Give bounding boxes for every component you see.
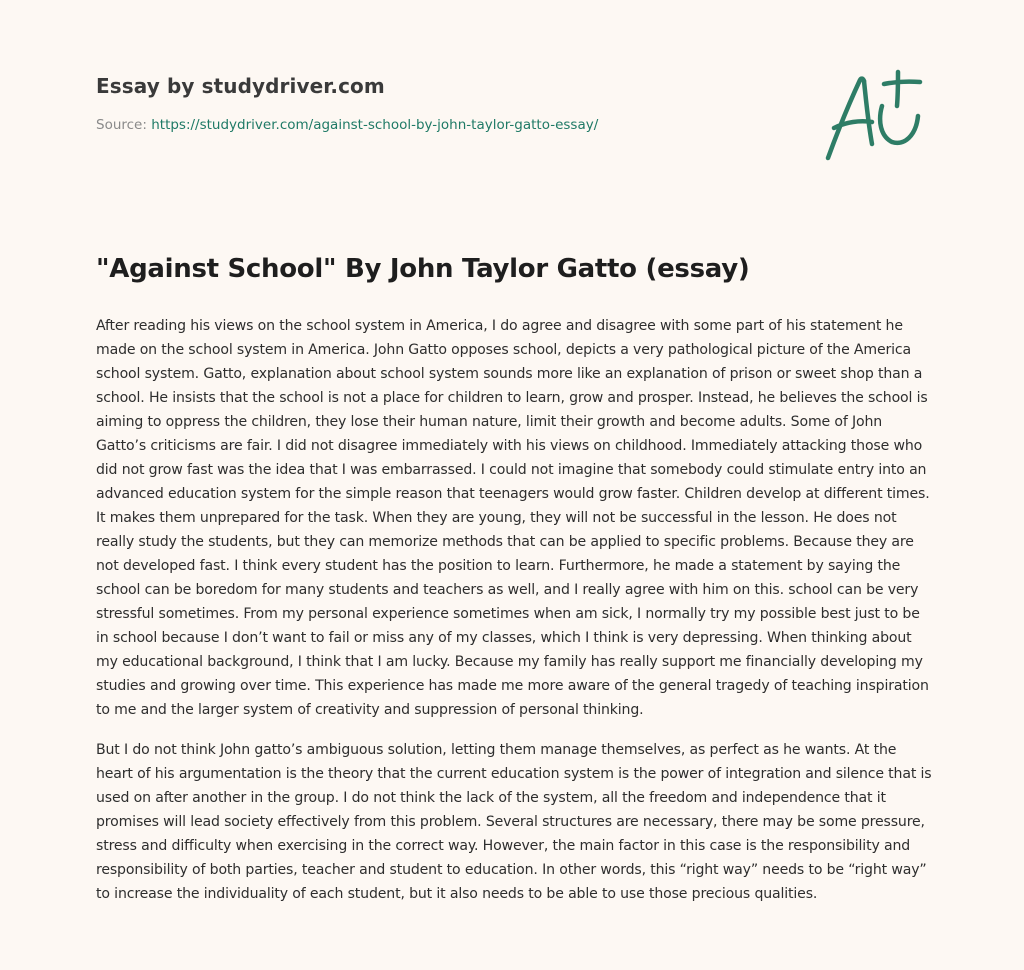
essay-body (96, 314, 934, 922)
essay-paragraph: But I do not think John gatto’s ambiguous solution, letting them manage themselves, as perfect as he wants. At the heart of his argumentation is the theory that the current education system is the power of integration and silence that is used on after another in the group. I do not think the lack of the system, all the freedom and independence that it promises will lead society effectively from this problem. Several structures are necessary, there may be some pressure, stress and difficulty when exercising in the correct way. However, the main factor in this case is the responsibility and responsibility of both parties, teacher and student to education. In other words, this “right way” needs to be “right way” to increase the individuality of each student, but it also needs to be able to use those precious qualities. (96, 742, 932, 902)
source-line (96, 117, 796, 133)
site-title: Essay by studydriver.com (96, 74, 385, 98)
source-label: Source: (96, 117, 152, 133)
essay-title: "Against School" By John Taylor Gatto (essay) (96, 254, 750, 284)
page-header (96, 74, 796, 133)
source-link[interactable]: https://studydriver.com/against-school-by-john-taylor-gatto-essay/ (151, 117, 599, 133)
a-plus-grade-icon (822, 66, 926, 164)
essay-paragraph: After reading his views on the school system in America, I do agree and disagree with some part of his statement he made on the school system in America. John Gatto opposes school, depicts a very pathological picture of the America school system. Gatto, explanation about school system sounds more like an explanation of prison or sweet shop than a school. He insists that the school is not a place for children to learn, grow and prosper. Instead, he believes the school is aiming to oppress the children, they lose their human nature, limit their growth and become adults. Some of John Gatto’s criticisms are fair. I did not disagree immediately with his views on childhood. Immediately attacking those who did not grow fast was the idea that I was embarrassed. I could not imagine that somebody could stimulate entry into an advanced education system for the simple reason that teenagers would grow faster. Children develop at different times. It makes them unprepared for the task. When they are young, they will not be successful in the lesson. He does not really study the students, but they can memorize methods that can be applied to specific problems. Because they are not developed fast. I think every student has the position to learn. Furthermore, he made a statement by saying the school can be boredom for many students and teachers as well, and I really agree with him on this. school can be very stressful sometimes. From my personal experience sometimes when am sick, I normally try my possible best just to be in school because I don’t want to fail or miss any of my classes, which I think is very depressing. When thinking about my educational background, I think that I am lucky. Because my family has really support me financially developing my studies and growing over time. This experience has made me more aware of the general tragedy of teaching inspiration to me and the larger system of creativity and suppression of personal thinking. (96, 318, 930, 718)
